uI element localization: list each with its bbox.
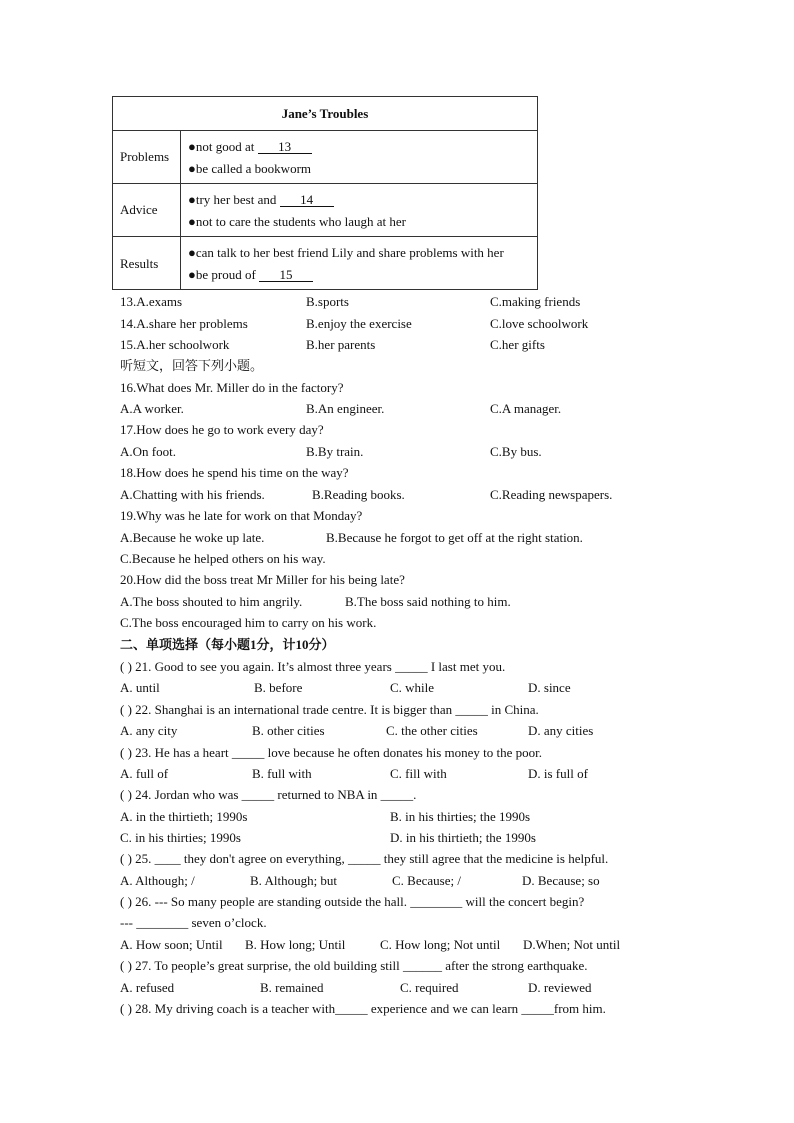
option-c: C. while [390, 680, 435, 695]
question-26-reply: --- ________ seven o’clock. [120, 915, 267, 930]
option-d: D.When; Not until [523, 937, 621, 952]
option-a: A. any city [120, 723, 178, 738]
option-c-text: C.making friends [490, 294, 581, 309]
option-b: B.An engineer. [306, 401, 385, 416]
table-title: Jane’s Troubles [281, 106, 369, 121]
option-c: C.Reading newspapers. [490, 487, 613, 502]
option-c: C. in his thirties; 1990s [120, 830, 241, 845]
question-19: 19.Why was he late for work on that Monday? [120, 508, 363, 523]
option-a: A. Although; / [120, 873, 195, 888]
option-b: B. before [254, 680, 303, 695]
option-a: A.The boss shouted to him angrily. [120, 594, 303, 609]
option-c: C.her gifts [490, 337, 545, 352]
answer-blank-14: 14 [280, 193, 334, 207]
question-27: ( ) 27. To people’s great surprise, the old building still ______ after the strong earthquake. [120, 958, 588, 973]
section-heading: 二、单项选择（每小题1分，计10分） [120, 637, 335, 652]
row-item [188, 161, 311, 177]
option-a: A. How soon; Until [120, 937, 223, 952]
table-row-advice [113, 183, 537, 236]
option-a: A. full of [120, 766, 169, 781]
option-c: C.A manager. [490, 401, 562, 416]
option-c: C.By bus. [490, 444, 542, 459]
option-b: B. Although; but [250, 873, 338, 888]
row-item [188, 267, 313, 283]
option-a: A. until [120, 680, 160, 695]
option-a: 13.A.exams [120, 294, 183, 309]
option-d: D. is full of [528, 766, 588, 781]
option-b: B. remained [260, 980, 324, 995]
question-25: ( ) 25. ____ they don't agree on everything, _____ they still agree that the medicine is helpful. [120, 851, 609, 866]
row-item [188, 245, 504, 261]
question-28: ( ) 28. My driving coach is a teacher with_____ experience and we can learn _____from him. [120, 1001, 606, 1016]
option-c: C. How long; Not until [380, 937, 501, 952]
option-c: C. required [400, 980, 459, 995]
option-c: C.Because he helped others on his way. [120, 551, 326, 566]
option-a: 15.A.her schoolwork [120, 337, 230, 352]
question-20: 20.How did the boss treat Mr Miller for his being late? [120, 572, 405, 587]
option-d: D. since [528, 680, 571, 695]
janes-troubles-table [112, 96, 538, 290]
row-content [182, 131, 537, 183]
question-21: ( ) 21. Good to see you again. It’s almost three years _____ I last met you. [120, 659, 506, 674]
option-b: B.her parents [306, 337, 376, 352]
row-label: Problems [113, 131, 181, 183]
option-c: C. fill with [390, 766, 447, 781]
option-c: C.The boss encouraged him to carry on his work. [120, 615, 377, 630]
row-label: Advice [113, 184, 181, 236]
row-item [188, 192, 334, 208]
question-24: ( ) 24. Jordan who was _____ returned to NBA in _____. [120, 787, 417, 802]
question-17: 17.How does he go to work every day? [120, 422, 324, 437]
row-item [188, 139, 312, 155]
item-text: ●can talk to her best friend Lily and share problems with her [188, 245, 504, 260]
answer-blank-15: 15 [259, 268, 313, 282]
answer-blank-13: 13 [258, 140, 312, 154]
option-b: B.Because he forgot to get off at the right station. [326, 530, 583, 545]
item-text: ●be proud of [188, 267, 260, 282]
option-b: B.enjoy the exercise [306, 316, 412, 331]
option-b: B.By train. [306, 444, 364, 459]
row-content [182, 184, 537, 236]
row-item [188, 214, 406, 230]
option-c [490, 294, 580, 310]
question-18: 18.How does he spend his time on the way? [120, 465, 349, 480]
option-b: B.Reading books. [312, 487, 405, 502]
option-a: A. refused [120, 980, 175, 995]
question-23: ( ) 23. He has a heart _____ love because he often donates his money to the poor. [120, 745, 543, 760]
option-b: B.The boss said nothing to him. [345, 594, 511, 609]
option-b: B. in his thirties; the 1990s [390, 809, 531, 824]
option-b: B. full with [252, 766, 312, 781]
option-c: C. Because; / [392, 873, 461, 888]
option-c: C. the other cities [386, 723, 478, 738]
option-d: D. reviewed [528, 980, 592, 995]
table-row-problems [113, 130, 537, 183]
option-b-text: B.sports [306, 294, 349, 309]
option-b: B. other cities [252, 723, 325, 738]
option-d: D. in his thirtieth; the 1990s [390, 830, 536, 845]
option-a: A. in the thirtieth; 1990s [120, 809, 248, 824]
section-instruction: 听短文，回答下列小题。 [120, 358, 264, 373]
option-a: A.Chatting with his friends. [120, 487, 265, 502]
question-16: 16.What does Mr. Miller do in the factory? [120, 380, 344, 395]
option-a: A.On foot. [120, 444, 176, 459]
row-label: Results [113, 237, 181, 290]
item-text: ●try her best and [188, 192, 280, 207]
option-a: A.A worker. [120, 401, 184, 416]
item-text: ●not to care the students who laugh at her [188, 214, 406, 229]
option-d: D. any cities [528, 723, 594, 738]
question-22: ( ) 22. Shanghai is an international trade centre. It is bigger than _____ in China. [120, 702, 539, 717]
option-line [120, 294, 182, 310]
option-b [306, 294, 349, 310]
option-c: C.love schoolwork [490, 316, 589, 331]
item-text: ●not good at [188, 139, 258, 154]
option-b: B. How long; Until [245, 937, 346, 952]
row-content [182, 237, 537, 290]
item-text: ●be called a bookworm [188, 161, 312, 176]
question-26: ( ) 26. --- So many people are standing outside the hall. ________ will the concert begin? [120, 894, 585, 909]
table-row-results [113, 236, 537, 290]
option-a: 14.A.share her problems [120, 316, 248, 331]
option-a: A.Because he woke up late. [120, 530, 265, 545]
option-d: D. Because; so [522, 873, 600, 888]
